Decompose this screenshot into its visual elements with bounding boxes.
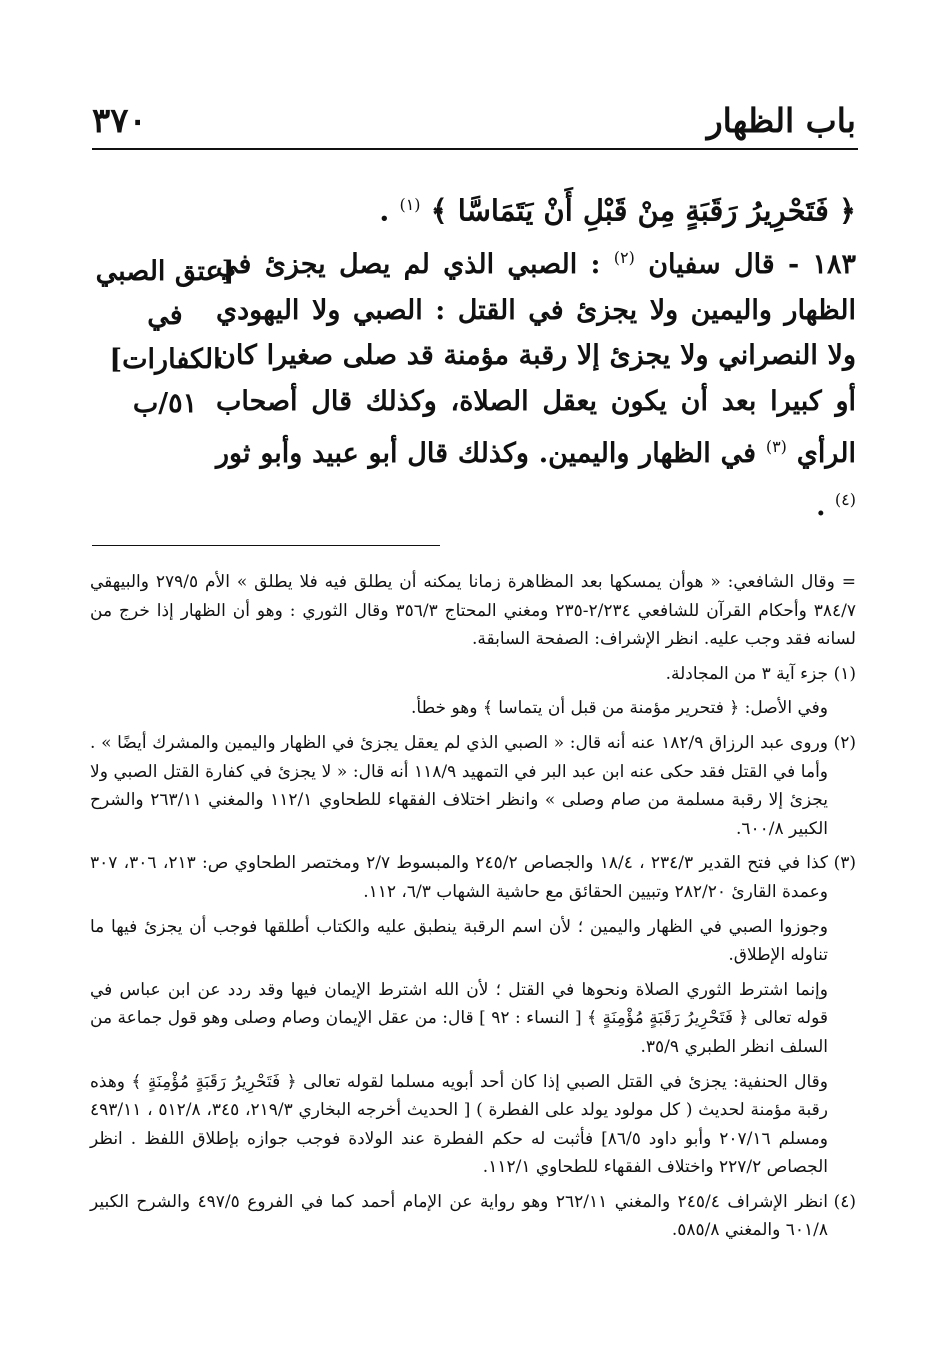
footnote-continuation: = وقال الشافعي: « هوأن يمسكها بعد المظاهرة زمانا يمكنه أن يطلق فيه فلا يطلق » الأم ٢٧٩/٥ والبيهقي ٣٨٤/٧ وأحكام القرآن للشافعي ٢/٢٣٤-٢٣٥ ومغني المحتاج ٣٥٦/٣ وقال الثوري : وهو أن الظهار إذا خرج من لسانه فقد وجب عليه. انظر الإشراف: الصفحة السابقة.	[90, 572, 856, 650]
footnote-number: (٤)	[833, 1191, 856, 1212]
footnote-text: جزء آية ٣ من المجادلة.	[665, 663, 828, 684]
main-text-part-2: : الصبي الذي لم يصل يجزئ في الظهار واليمين ولا يجزئ في القتل : الصبي ولا اليهودي ولا النصراني ولا يجزئ إلا رقبة مؤمنة قد صلى صغيرا كان أو كبيرا بعد أن يكون يعقل الصلاة، وكذلك قال أصحاب الرأي	[216, 249, 857, 469]
footnote-divider	[92, 545, 440, 546]
footnote-number: (٢)	[833, 732, 856, 753]
footnote-text: وفي الأصل: ﴿ فتحرير مؤمنة من قبل أن يتماسا ﴾ وهو خطأ.	[411, 698, 828, 719]
margin-note	[95, 250, 235, 426]
page-number: ٣٧٠	[92, 101, 147, 141]
main-text-part-4: .	[816, 490, 826, 522]
footnote-text: وقال الحنفية: يجزئ في القتل الصبي إذا كان أحد أبويه مسلما لقوله تعالى ﴿ فَتَحْرِيرُ رَقَبَةٍ مُؤْمِنَةٍ ﴾ وهذه رقبة مؤمنة لحديث ( كل مولود يولد على الفطرة ) [ الحديث أخرجه البخاري ٢١٩/٣، ٣٤٥، ٥١٢/٨ ، ٤٩٣/١١ ومسلم ٢٠٧/١٦ وأبو داود ٨٦/٥] فأثبت له حكم الفطرة عند الولادة فوجب جوازه بإطلاق اللفظ . انظر الجصاص ٢٢٧/٢ واختلاف الفقهاء للطحاوي ١١٢/١.	[90, 1071, 829, 1178]
footnote-text: وروى عبد الرزاق ١٨٢/٩ عنه أنه قال: « الصبي الذي لم يعقل يجزئ في الظهار واليمين والمشرك أيضًا » . وأما في القتل فقد حكى عنه ابن عبد البر في التمهيد ١١٨/٩ أنه قال: « لا يجزئ في كفارة القتل الصبي ولا يجزئ إلا رقبة مسلمة من صام وصلى » وانظر اختلاف الفقهاء للطحاوي ١١٢/١ والمغني ٢٦٣/١١ والشرح الكبير ٦٠٠/٨.	[90, 732, 829, 839]
footnote-ref-2: (٢)	[613, 248, 635, 267]
footnote-1	[90, 660, 856, 723]
footnote-number: (٣)	[833, 853, 856, 874]
footnote-text: انظر الإشراف ٢٤٥/٤ والمغني ٢٦٢/١١ وهو رواية عن الإمام أحمد كما في الفروع ٤٩٧/٥ والشرح الكبير ٦٠١/٨ والمغني ٥٨٥/٨.	[90, 1191, 829, 1241]
footnote-ref-4: (٤)	[834, 489, 856, 509]
main-text-part-3: في الظهار واليمين. وكذلك قال أبو عبيد وأبو ثور	[216, 438, 756, 469]
footnote-number: (١)	[833, 663, 856, 684]
header-divider	[92, 148, 858, 150]
margin-note-line-2: في	[147, 300, 183, 331]
footnotes-section	[90, 568, 856, 1251]
footnote-text: وإنما اشترط الثوري الصلاة ونحوها في القتل ؛ لأن الله اشترط الإيمان فيها وقد ردد عن ابن عباس في قوله تعالى ﴿ فَتَحْرِيرُ رَقَبَةٍ مُؤْمِنَةٍ ﴾ [ النساء : ٩٢ ] قال: من عقل الإيمان وصام وصلى وهو قول جماعة من السلف انظر الطبري ٣٥/٩.	[90, 979, 828, 1057]
footnote-3	[90, 849, 856, 1182]
main-paragraph	[216, 235, 856, 529]
footnote-2	[90, 729, 856, 843]
footnote-text: وجوزوا الصبي في الظهار واليمين ؛ لأن اسم الرقبة ينطبق عليه والكتاب أطلقها فوجب أن يجزئ فيها ما تناوله الإطلاق.	[90, 916, 828, 966]
margin-note-line-3: الكفارات]	[109, 344, 221, 375]
quran-verse	[96, 180, 856, 236]
verse-end: .	[379, 193, 390, 228]
margin-note-line-1: [عتق الصبي	[95, 256, 235, 287]
main-text-part-1: ١٨٣ - قال سفيان	[648, 249, 857, 280]
footnote-text: كذا في فتح القدير ٢٣٤/٣ ، ١٨/٤ والجصاص ٢٤٥/٢ والمبسوط ٢/٧ ومختصر الطحاوي ص: ٢١٣، ٣٠٦، ٣٠٧ وعمدة القارئ ٢٨٢/٢٠ وتبيين الحقائق مع حاشية الشهاب ٦/٣، ١١٢.	[90, 853, 828, 902]
verse-text: ﴿ فَتَحْرِيرُ رَقَبَةٍ مِنْ قَبْلِ أَنْ يَتَمَاسَّا ﴾	[430, 193, 856, 228]
footnote-ref-1: (١)	[399, 195, 421, 214]
footnote-4	[90, 1188, 856, 1245]
page-header	[92, 95, 856, 147]
footnote-ref-3: (٣)	[765, 437, 787, 456]
margin-note-folio: ٥١/ب	[132, 388, 198, 419]
chapter-title: باب الظهار	[706, 101, 856, 140]
